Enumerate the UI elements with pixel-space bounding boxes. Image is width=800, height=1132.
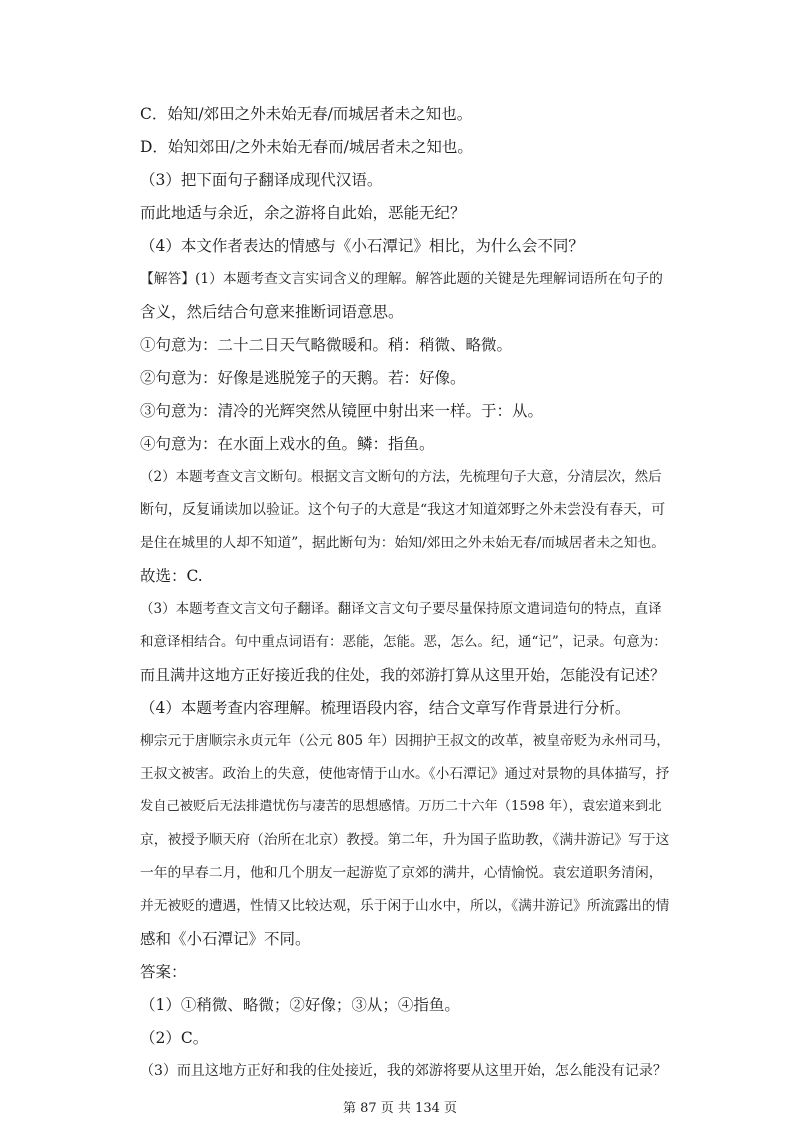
solution-line: 京，被授予顺天府（治所在北京）教授。第二年，升为国子监助教，《满井游记》写于这 <box>140 832 670 848</box>
solution-line: ④句意为：在水面上戏水的鱼。鳞：指鱼。 <box>140 435 435 453</box>
answer-heading: 答案： <box>140 963 187 981</box>
question-3-sentence: 而此地适与余近，余之游将自此始，恶能无纪？ <box>140 204 466 222</box>
solution-line: ①句意为：二十二日天气略微暖和。稍：稍微、略微。 <box>140 336 513 354</box>
solution-line: 发自己被贬后无法排遣忧伤与凄苦的思想感情。万历二十六年（1598 年），袁宏道来到北 <box>140 799 662 814</box>
solution-line: （4）本题考查内容理解。梳理语段内容，结合文章写作背景进行分析。 <box>140 699 631 717</box>
page-number-footer: 第 87 页 共 134 页 <box>342 1101 458 1116</box>
solution-line: 断句，反复诵读加以验证。这个句子的大意是“我这才知道郊野之外未尝没有春天，可 <box>140 502 666 518</box>
answer-2: （2）C。 <box>140 1029 209 1047</box>
solution-line: 并无被贬的遭遇，性情又比较达观，乐于闲于山水中，所以，《满井游记》所流露出的情 <box>140 898 670 914</box>
answer-1: （1）①稍微、略微；②好像；③从；④指鱼。 <box>140 996 460 1014</box>
solution-line: 含义，然后结合句意来推断词语意思。 <box>140 303 404 321</box>
solution-line: 和意译相结合。句中重点词语有：恶能，怎能。恶，怎么。纪，通“记”，记录。句意为： <box>140 634 667 650</box>
solution-line: ②句意为：好像是逃脱笼子的天鹅。若：好像。 <box>140 369 466 387</box>
answer-3: （3）而且这地方正好和我的住处接近，我的郊游将要从这里开始，怎么能没有记录？ <box>140 1063 667 1079</box>
solution-line: （3）本题考查文言文句子翻译。翻译文言文句子要尽量保持原文遣词造句的特点，直译 <box>140 601 662 617</box>
solution-line: 感和《小石潭记》不同。 <box>140 930 311 948</box>
solution-line: 故选：C. <box>140 567 203 585</box>
question-4: （4）本文作者表达的情感与《小石潭记》相比，为什么会不同？ <box>140 237 584 255</box>
question-3: （3）把下面句子翻译成现代汉语。 <box>140 171 383 189</box>
solution-line: 【解答】(1）本题考查文言实词含义的理解。解答此题的关键是先理解词语所在句子的 <box>140 271 663 287</box>
solution-line: （2）本题考查文言文断句。根据文言文断句的方法，先梳理句子大意，分清层次，然后 <box>140 469 662 485</box>
solution-line: 是住在城里的人却不知道”，据此断句为：始知/郊田之外未始无春/而城居者未之知也。 <box>140 535 666 551</box>
solution-line: 柳宗元于唐顺宗永贞元年（公元 805 年）因拥护王叔文的改革，被皇帝贬为永州司马， <box>140 733 670 749</box>
solution-line: ③句意为：清冷的光辉突然从镜匣中射出来一样。于：从。 <box>140 402 544 420</box>
solution-line: 而且满井这地方正好接近我的住处，我的郊游打算从这里开始，怎能没有记述？ <box>140 666 666 684</box>
solution-line: 一年的早春二月，他和几个朋友一起游览了京郊的满井，心情愉悦。袁宏道职务清闲， <box>140 865 663 881</box>
option-c: C．始知/郊田之外未始无春/而城居者未之知也。 <box>140 105 473 123</box>
option-d: D．始知郊田/之外未始无春而/城居者未之知也。 <box>140 138 473 156</box>
solution-line: 王叔文被害。政治上的失意，使他寄情于山水。《小石潭记》通过对景物的具体描写，抒 <box>140 766 670 782</box>
